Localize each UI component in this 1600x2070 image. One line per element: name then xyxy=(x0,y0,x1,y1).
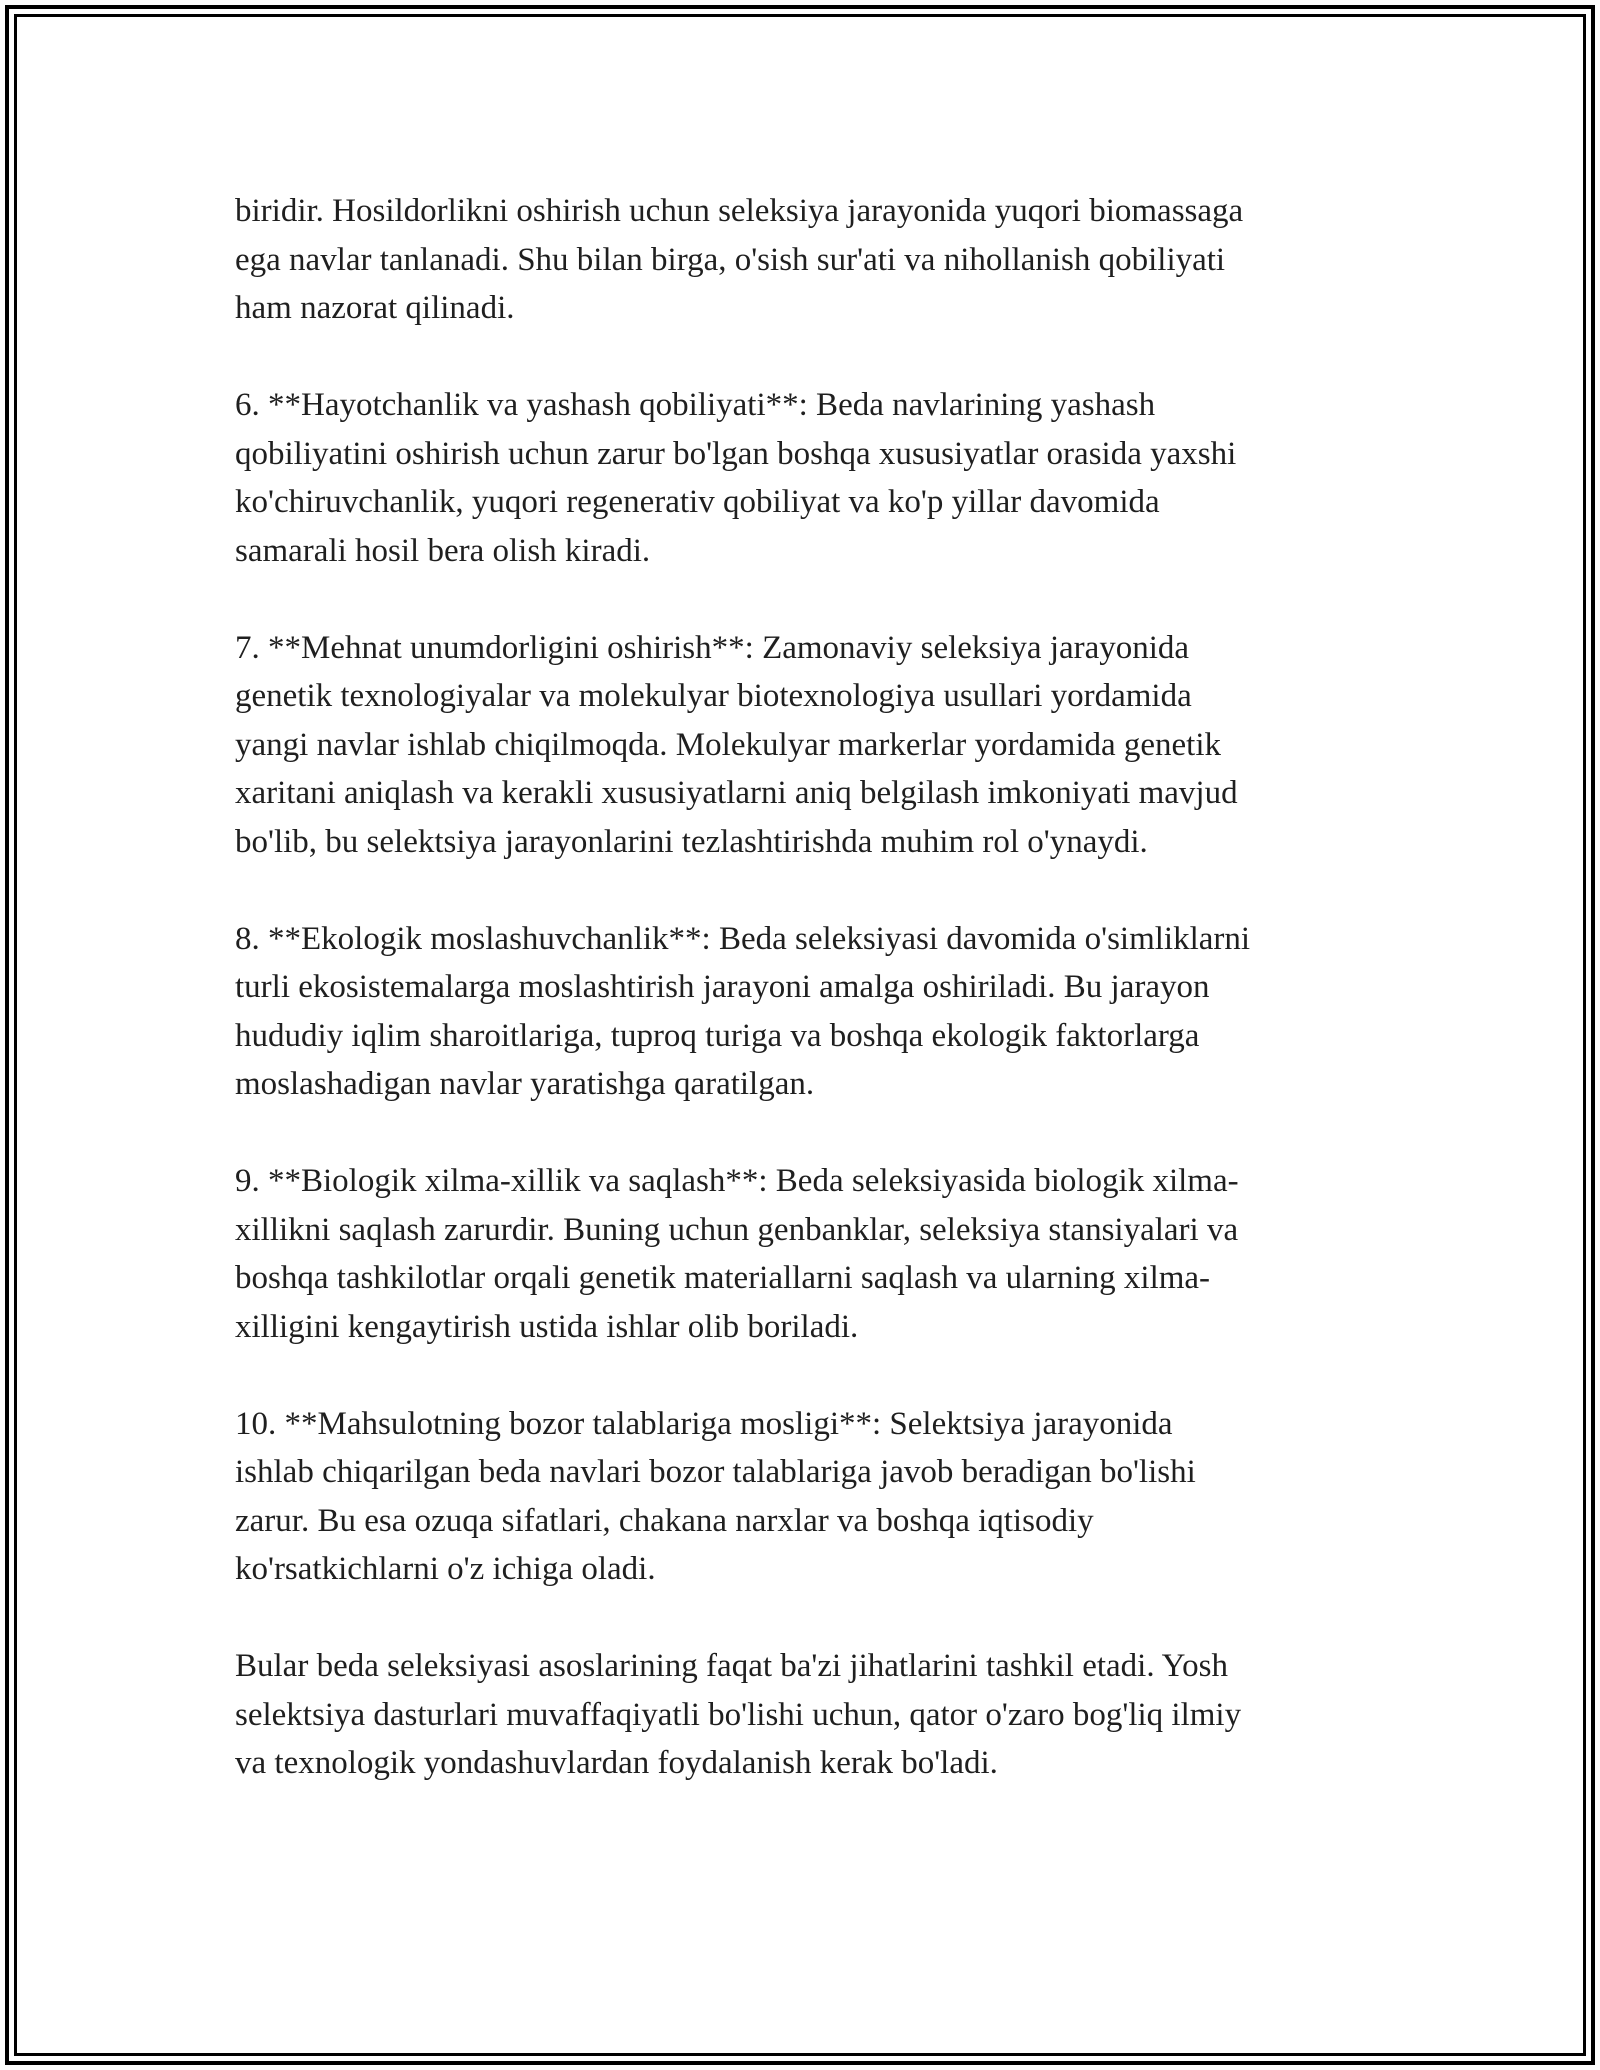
paragraph-item-6: 6. **Hayotchanlik va yashash qobiliyati**: Beda navlarining yashash qobiliyatini oshirish uchun zarur bo'lgan boshqa xususiyatlar orasida yaxshi ko'chiruvchanlik, yuqori regenerativ qobiliyat va ko'p yillar davomida samarali hosil bera olish kiradi. xyxy=(235,387,1237,569)
paragraph-item-9: 9. **Biologik xilma-xillik va saqlash**: Beda seleksiyasida biologik xilma- xillikni saqlash zarurdir. Buning uchun genbanklar, seleksiya stansiyalari va boshqa tashkilotlar orqali genetik materiallarni saqlash va ularning xilma- xilligini kengaytirish ustida ishlar olib boriladi. xyxy=(235,1163,1239,1345)
paragraph-item-7: 7. **Mehnat unumdorligini oshirish**: Zamonaviy seleksiya jarayonida genetik texnologiyalar va molekulyar biotexnologiya usullari yordamida yangi navlar ishlab chiqilmoqda. Molekulyar markerlar yordamida genetik xaritani aniqlash va kerakli xususiyatlarni aniq belgilash imkoniyati mavjud bo'lib, bu selektsiya jarayonlarini tezlashtirishda muhim rol o'ynaydi. xyxy=(235,629,1238,860)
document-body xyxy=(235,187,1375,1788)
paragraph-continuation: biridir. Hosildorlikni oshirish uchun seleksiya jarayonida yuqori biomassaga ega navlar tanlanadi. Shu bilan birga, o'sish sur'ati va nihollanish qobiliyati ham nazorat qilinadi. xyxy=(235,193,1244,326)
paragraph-item-8: 8. **Ekologik moslashuvchanlik**: Beda seleksiyasi davomida o'simliklarni turli ekosistemalarga moslashtirish jarayoni amalga oshiriladi. Bu jarayon hududiy iqlim sharoitlariga, tuproq turiga va boshqa ekologik faktorlarga moslashadigan navlar yaratishga qaratilgan. xyxy=(235,920,1251,1102)
paragraph-item-10: 10. **Mahsulotning bozor talablariga mosligi**: Selektsiya jarayonida ishlab chiqarilgan beda navlari bozor talablariga javob beradigan bo'lishi zarur. Bu esa ozuqa sifatlari, chakana narxlar va boshqa iqtisodiy ko'rsatkichlarni o'z ichiga oladi. xyxy=(235,1405,1196,1587)
paragraph-conclusion: Bular beda seleksiyasi asoslarining faqat ba'zi jihatlarini tashkil etadi. Yosh selektsiya dasturlari muvaffaqiyatli bo'lishi uchun, qator o'zaro bog'liq ilmiy va texnologik yondashuvlardan foydalanish kerak bo'ladi. xyxy=(235,1648,1242,1781)
